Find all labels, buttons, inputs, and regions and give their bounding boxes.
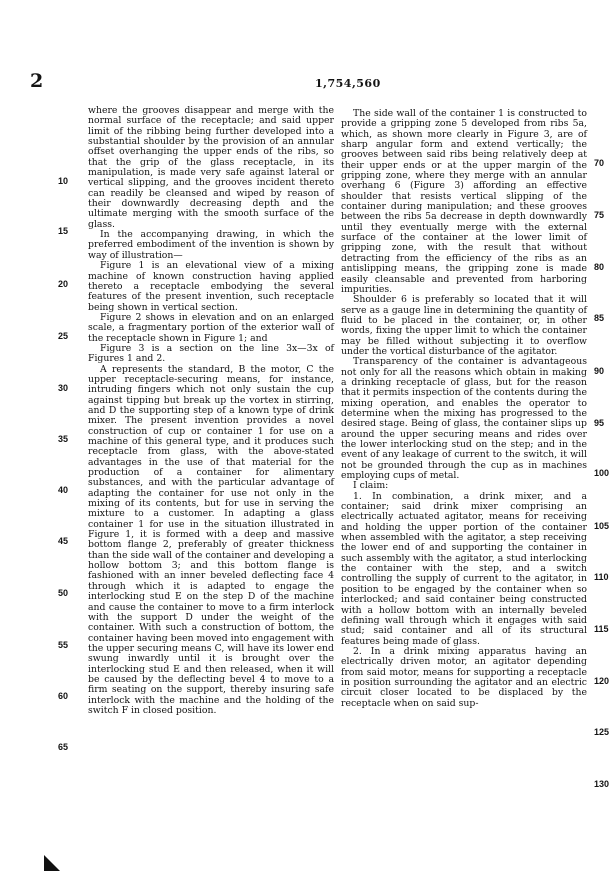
line-number: 55 [58, 640, 69, 650]
line-number: 30 [58, 383, 69, 393]
line-number: 115 [594, 624, 609, 634]
line-number: 90 [594, 366, 605, 376]
line-number: 110 [594, 572, 609, 582]
paragraph: Figure 2 shows in elevation and on an enlarged scale, a fragmentary portion of the exterior wall of the receptacle shown in Figure 1; and [88, 311, 334, 344]
claims-heading: I claim: [353, 480, 389, 492]
paragraph: where the grooves disappear and merge with the normal surface of the receptacle; and said upper limit of the ribbing being further developed into a substantial shoulder by the provision of an annular offset overhanging the upper ends of the ribs, so that the grip of the glass receptacle, in its manipulation, is made very safe against lateral or vertical slipping, and the grooves incident thereto can readily be cleansed and wiped by reason of their downwardly decreasing depth and the ultimate merging with the smooth surface of the glass. [88, 105, 334, 230]
line-number: 15 [58, 226, 69, 236]
corner-triangle-mark [44, 855, 60, 871]
line-number: 25 [58, 331, 69, 341]
line-number: 35 [58, 434, 69, 444]
paragraph: A represents the standard, B the motor, C the upper receptacle-securing means, for instance, intruding fingers which not only sustain the cup against tipping but break up the vortex in stirring, and D the supporting step of a known type of drink mixer. The present invention provides a novel construction of cup or container 1 for use on a machine of this general type, and it produces such receptacle from glass, with the above-stated advantages in the use of that material for the production of a container for alimentary substances, and with the particular advantage of adapting the container for use not only in the mixing of its contents, but for use in serving the mixture to a customer. In adapting a glass container 1 for use in the situation illustrated in Figure 1, it is formed with a deep and massive bottom flange 2, preferably of greater thickness than the side wall of the container and developing a hollow bottom 3; and this bottom flange is fashioned with an inner beveled deflecting face 4 through which it is adapted to engage the interlocking stud E on the step D of the machine and cause the container to move to a firm interlock with the support D under the weight of the container. With such a construction of bottom, the container having been moved into engagement with the upper securing means C, will have its lower end swung inwardly until it is brought over the interlocking stud E and then released, when it will be caused by the deflecting bevel 4 to move to a firm seating on the support, thereby insuring safe interlock with the machine and the holding of the switch F in closed position. [88, 363, 334, 716]
line-number: 120 [594, 676, 609, 686]
line-number: 40 [58, 485, 69, 495]
line-number: 50 [58, 588, 69, 598]
paragraph: Figure 3 is a section on the line 3x—3x of Figures 1 and 2. [88, 342, 334, 365]
line-number: 125 [594, 727, 609, 737]
line-number: 20 [58, 279, 69, 289]
line-number: 85 [594, 313, 605, 323]
line-number: 45 [58, 536, 69, 546]
line-number: 10 [58, 176, 69, 186]
paragraph: The side wall of the container 1 is constructed to provide a gripping zone 5 developed from ribs 5a, which, as shown more clearly in Figure 3, are of sharp angular form and extend vertically; the grooves between said ribs being relatively deep at their upper ends or at the upper margin of the gripping zone, where they merge with an annular overhang 6 (Figure 3) affording an effective shoulder that resists vertical slipping of the container during manipulation; and these grooves between the ribs 5a decrease in depth downwardly until they eventually merge with the external surface of the container at the lower limit of gripping zone, with the result that without detracting from the efficiency of the ribs as an antislipping means, the gripping zone is made easily cleansable and prevented from harboring impurities. [341, 108, 587, 295]
paragraph: Figure 1 is an elevational view of a mixing machine of known construction having applied thereto a receptacle embodying the several features of the present invention, such receptacle being shown in vertical section. [88, 260, 334, 313]
paragraph: Shoulder 6 is preferably so located that it will serve as a gauge line in determining the quantity of fluid to be placed in the container, or, in other words, fixing the upper limit to which the container may be filled without subjecting it to overflow under the vortical disturbance of the agitator. [341, 294, 587, 357]
right-text-column [341, 109, 587, 709]
line-number: 95 [594, 418, 605, 428]
line-number: 105 [594, 521, 609, 531]
claim-paragraph: 1. In combination, a drink mixer, and a container; said drink mixer comprising an electrically actuated agitator, means for receiving and holding the upper portion of the container when assembled with the agitator, a step receiving the lower end of and supporting the container in such assembly with the agitator, a stud interlocking the container with the step, and a switch controlling the supply of current to the agitator, in position to be engaged by the container when so interlocked; and said container being constructed with a hollow bottom with an internally beveled defining wall through which it engages with said stud; said container and all of its structural features being made of glass. [341, 490, 587, 647]
page-number: 2 [30, 70, 44, 92]
patent-number: 1,754,560 [315, 77, 381, 90]
line-number: 75 [594, 210, 605, 220]
left-text-column [88, 106, 334, 716]
line-number: 65 [58, 742, 69, 752]
line-number: 80 [594, 262, 605, 272]
line-number: 130 [594, 779, 609, 789]
line-number: 60 [58, 691, 69, 701]
line-number: 100 [594, 468, 609, 478]
claim-paragraph: 2. In a drink mixing apparatus having an electrically driven motor, an agitator depending from said motor, means for supporting a receptacle in position surrounding the agitator and an electric circuit closer located to be displaced by the receptacle when on said sup- [341, 645, 587, 709]
paragraph: In the accompanying drawing, in which the preferred embodiment of the invention is shown by way of illustration— [88, 229, 334, 261]
line-number: 70 [594, 158, 605, 168]
paragraph: Transparency of the container is advantageous not only for all the reasons which obtain in making a drinking receptacle of glass, but for the reason that it permits inspection of the contents during the mixing operation, and enables the operator to determine when the mixing has progressed to the desired stage. Being of glass, the container slips up around the upper securing means and rides over the lower interlocking stud on the step; and in the event of any leakage of current to the switch, it will not be grounded through the cup as in machines employing cups of metal. [341, 356, 587, 482]
